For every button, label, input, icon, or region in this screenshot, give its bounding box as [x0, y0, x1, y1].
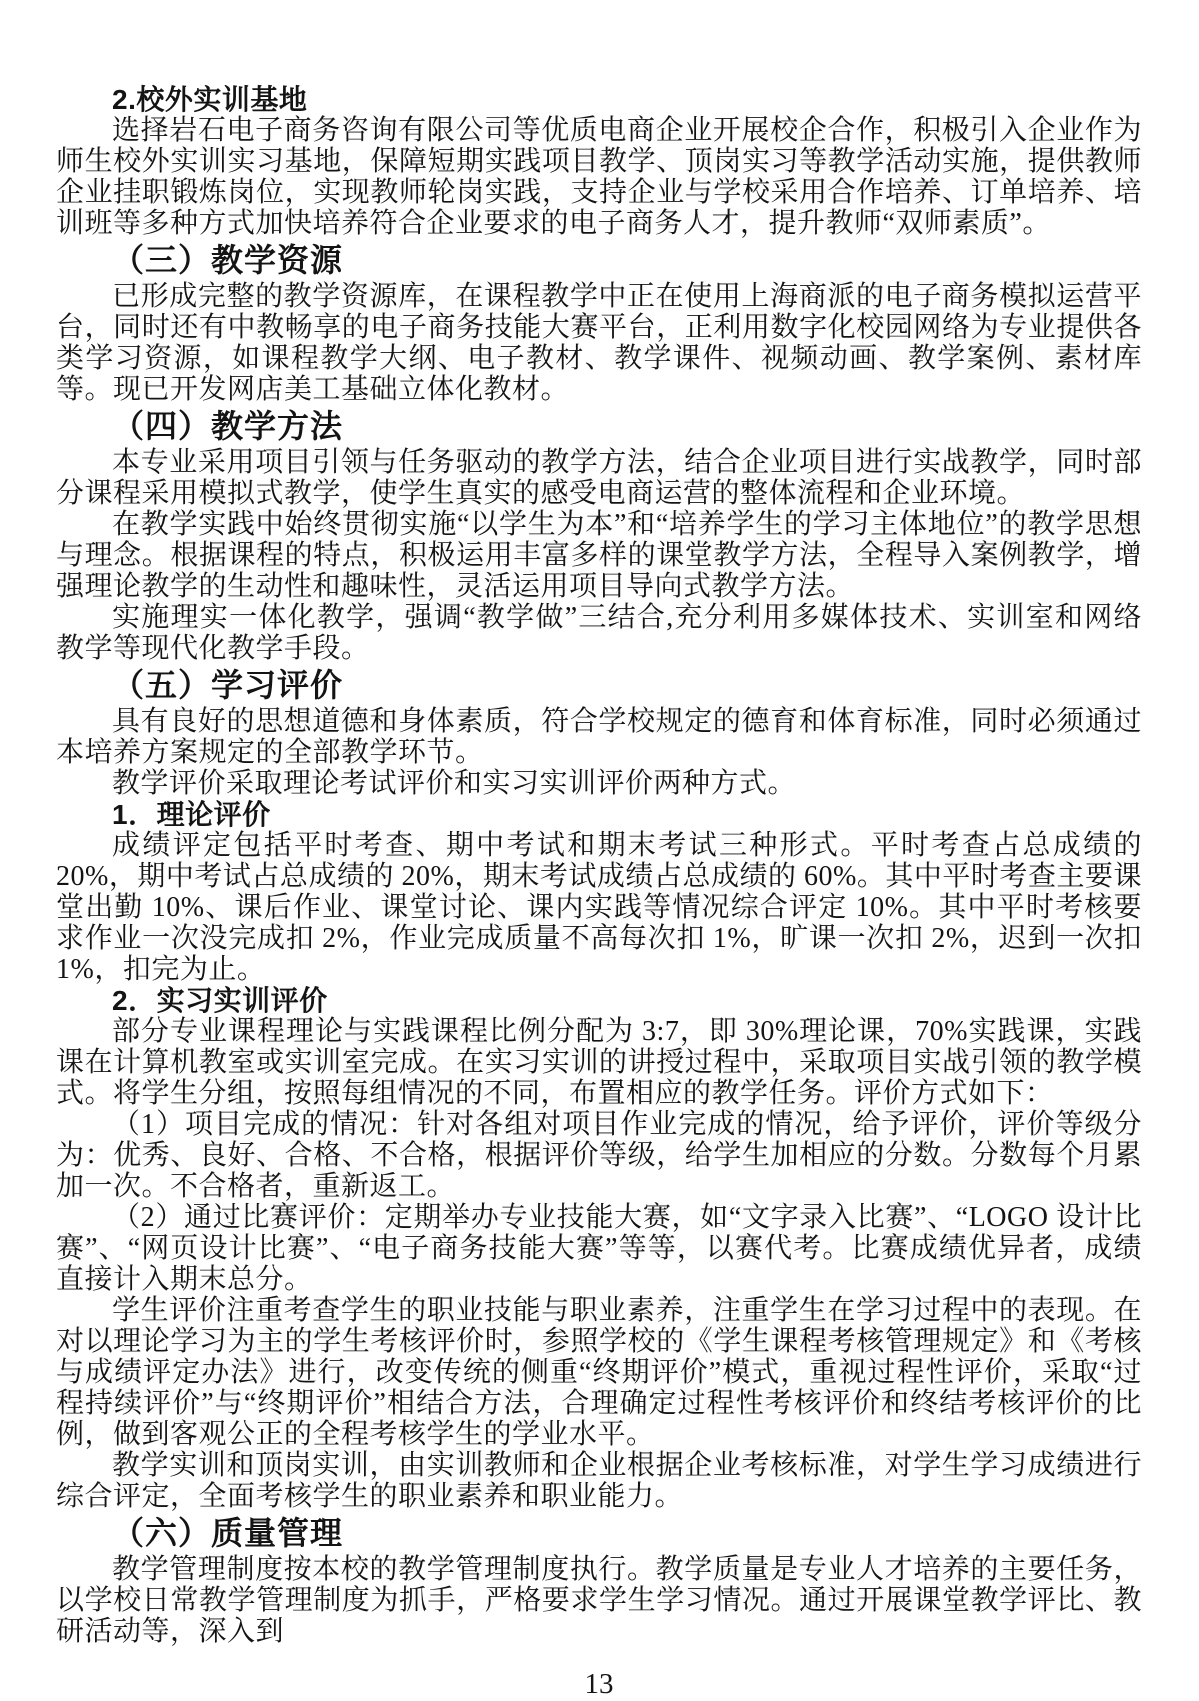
para-teaching-methods-2: 在教学实践中始终贯彻实施“以学生为本”和“培养学生的学习主体地位”的教学思想与理念。根据课程的特点，积极运用丰富多样的课堂教学方法，全程导入案例教学，增强理论教学的生动性和趣味性，灵活运用项目导向式教学方法。: [56, 509, 1142, 602]
para-learning-evaluation-2: 教学评价采取理论考试评价和实习实训评价两种方式。: [112, 768, 797, 799]
page-number: 13: [584, 1668, 614, 1700]
section-heading-quality-management: （六）质量管理: [112, 1515, 344, 1551]
subheading-offcampus-training-base: 2.校外实训基地: [112, 84, 308, 115]
para-practice-evaluation: 部分专业课程理论与实践课程比例分配为 3:7，即 30%理论课，70%实践课，实践课在计算机教室或实训室完成。在实习实训的讲授过程中，采取项目实战引领的教学模式。将学生分组，按照每组情况的不同，布置相应的教学任务。评价方式如下：: [56, 1016, 1142, 1109]
para-evaluation-item-2: （2）通过比赛评价：定期举办专业技能大赛，如“文字录入比赛”、“LOGO 设计比赛”、“网页设计比赛”、“电子商务技能大赛”等等，以赛代考。比赛成绩优异者，成绩直接计入期末总分。: [56, 1202, 1142, 1295]
para-teaching-resources: 已形成完整的教学资源库，在课程教学中正在使用上海商派的电子商务模拟运营平台，同时还有中教畅享的电子商务技能大赛平台，正利用数字化校园网络为专业提供各类学习资源，如课程教学大纲、电子教材、教学课件、视频动画、教学案例、素材库等。现已开发网店美工基础立体化教材。: [56, 281, 1142, 405]
para-learning-evaluation-1: 具有良好的思想道德和身体素质，符合学校规定的德育和体育标准，同时必须通过本培养方案规定的全部教学环节。: [56, 706, 1142, 768]
para-student-evaluation: 学生评价注重考查学生的职业技能与职业素养，注重学生在学习过程中的表现。在对以理论学习为主的学生考核评价时，参照学校的《学生课程考核管理规定》和《考核与成绩评定办法》进行，改变传统的侧重“终期评价”模式，重视过程性评价，采取“过程持续评价”与“终期评价”相结合方法，合理确定过程性考核评价和终结考核评价的比例，做到客观公正的全程考核学生的学业水平。: [56, 1295, 1142, 1450]
para-evaluation-item-1: （1）项目完成的情况：针对各组对项目作业完成的情况，给予评价，评价等级分为：优秀、良好、合格、不合格，根据评价等级，给学生加相应的分数。分数每个月累加一次。不合格者，重新返工。: [56, 1109, 1142, 1202]
subheading-theory-evaluation: 1．理论评价: [112, 799, 271, 830]
para-teaching-methods-1: 本专业采用项目引领与任务驱动的教学方法，结合企业项目进行实战教学，同时部分课程采用模拟式教学，使学生真实的感受电商运营的整体流程和企业环境。: [56, 447, 1142, 509]
para-offcampus-training-base: 选择岩石电子商务咨询有限公司等优质电商企业开展校企合作，积极引入企业作为师生校外实训实习基地，保障短期实践项目教学、顶岗实习等教学活动实施，提供教师企业挂职锻炼岗位，实现教师轮岗实践，支持企业与学校采用合作培养、订单培养、培训班等多种方式加快培养符合企业要求的电子商务人才，提升教师“双师素质”。: [56, 115, 1142, 239]
para-quality-management: 教学管理制度按本校的教学管理制度执行。教学质量是专业人才培养的主要任务，以学校日常教学管理制度为抓手，严格要求学生学习情况。通过开展课堂教学评比、教研活动等，深入到: [56, 1554, 1142, 1647]
section-heading-teaching-resources: （三）教学资源: [112, 242, 344, 278]
para-theory-evaluation: 成绩评定包括平时考查、期中考试和期末考试三种形式。平时考查占总成绩的 20%，期中考试占总成绩的 20%，期末考试成绩占总成绩的 60%。其中平时考查主要课堂出勤 10%、课后作业、课堂讨论、课内实践等情况综合评定 10%。其中平时考核要求作业一次没完成扣 2%，作业完成质量不高每次扣 1%，旷课一次扣 2%，迟到一次扣 1%，扣完为止。: [56, 830, 1142, 985]
subheading-practice-evaluation: 2．实习实训评价: [112, 985, 328, 1016]
para-teaching-methods-3: 实施理实一体化教学，强调“教学做”三结合,充分利用多媒体技术、实训室和网络教学等现代化教学手段。: [56, 602, 1142, 664]
section-heading-learning-evaluation: （五）学习评价: [112, 667, 344, 703]
para-internship-evaluation: 教学实训和顶岗实训，由实训教师和企业根据企业考核标准，对学生学习成绩进行综合评定，全面考核学生的职业素养和职业能力。: [56, 1450, 1142, 1512]
section-heading-teaching-methods: （四）教学方法: [112, 408, 344, 444]
